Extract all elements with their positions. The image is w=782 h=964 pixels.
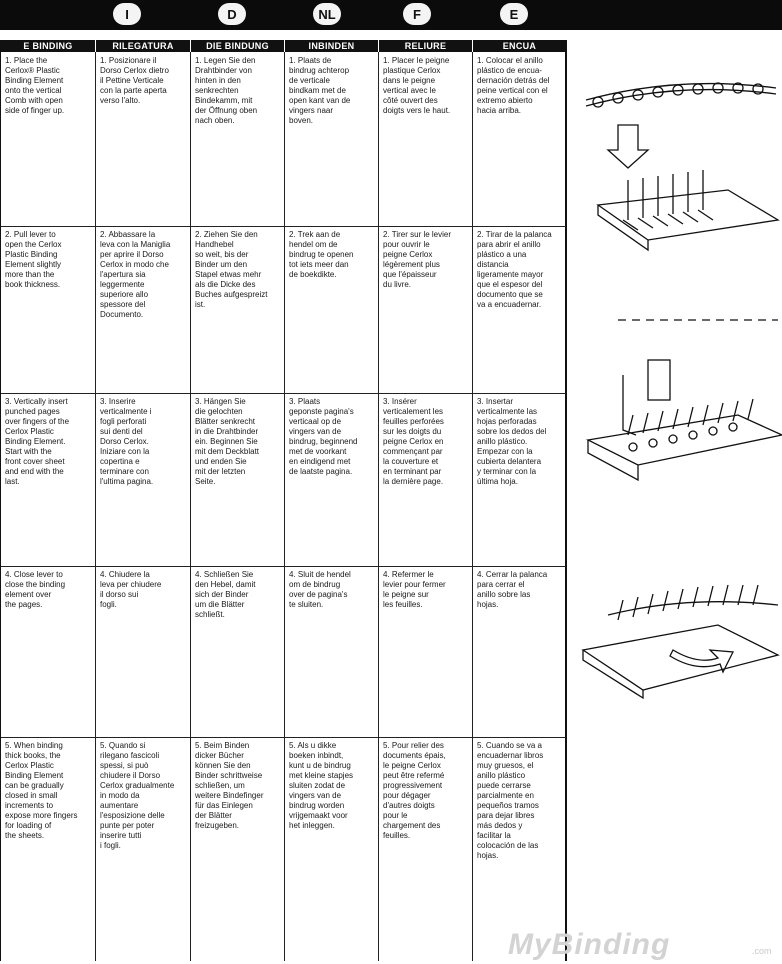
step-1-french: 1. Placer le peigne plastique Cerlox dans le peigne vertical avec le côté ouvert des doigts vers le haut.: [383, 56, 451, 115]
step-2-italian: 2. Abbassare la leva con la Maniglia per aprire il Dorso Cerlox in modo che l'apertura sia leggermente superiore allo spessore del Documento.: [100, 230, 171, 319]
step-5-spanish: 5. Cuando se va a encuadernar libros muy gruesos, el anillo plástico puede cerrarse parcialmente en pequeños tramos para dejar libres más dedos y facilitar la colocación de las hojas.: [477, 741, 544, 860]
step-1-spanish: 1. Colocar el anillo plástico de encua- dernación detrás del peine vertical con el extremo abierto hacia arriba.: [477, 56, 550, 115]
column-header-spanish: ENCUA: [473, 40, 566, 52]
column-header-italian: RILEGATURA: [96, 40, 190, 52]
step-5-dutch: 5. Als u dikke boeken inbindt, kunt u de bindrug met kleine stapjes sluiten zodat de vingers van de bindrug worden vrijgemaakt voor het inleggen.: [289, 741, 354, 830]
step-5-english: 5. When binding thick books, the Cerlox Plastic Binding Element can be gradually closed in small increments to expose more fingers for loading of the sheets.: [5, 741, 78, 840]
step-1-dutch: 1. Plaats de bindrug achterop de verticale bindkam met de open kant van de vingers naar boven.: [289, 56, 351, 125]
step-2-german: 2. Ziehen Sie den Handhebel so weit, bis der Binder um den Stapel etwas mehr als die Dicke des Buches aufgespreizt ist.: [195, 230, 268, 309]
step-5-italian: 5. Quando si rilegano fascicoli spessi, si può chiudere il Dorso Cerlox gradualmente in modo da aumentare l'esposizione delle punte per poter inserire tutti i fogli.: [100, 741, 175, 850]
step-5-german: 5. Beim Binden dicker Bücher können Sie den Binder schrittweise schließen, um weitere Bindefinger für das Einlegen der Blätter freizugeben.: [195, 741, 264, 830]
language-badge-italian: I: [113, 3, 141, 25]
step-1-italian: 1. Posizionare il Dorso Cerlox dietro il Pettine Verticale con la parte aperta verso l'alto.: [100, 56, 169, 105]
language-badge-german: D: [218, 3, 246, 25]
language-badge-french: F: [403, 3, 431, 25]
step-4-english: 4. Close lever to close the binding element over the pages.: [5, 570, 66, 609]
step-1-german: 1. Legen Sie den Drahtbinder von hinten in den senkrechten Bindekamm, mit der Öffnung oben nach oben.: [195, 56, 258, 125]
language-badge-dutch: NL: [313, 3, 341, 25]
step-4-german: 4. Schließen Sie den Hebel, damit sich der Binder um die Blätter schließt.: [195, 570, 256, 619]
step-2-french: 2. Tirer sur le levier pour ouvrir le peigne Cerlox légèrement plus que l'épaisseur du livre.: [383, 230, 452, 289]
step-5-french: 5. Pour relier des documents épais, le peigne Cerlox peut être refermé progressivement pour dégager d'autres doigts pour le chargement des feuilles.: [383, 741, 446, 840]
step-4-french: 4. Refermer le levier pour fermer le peigne sur les feuilles.: [383, 570, 446, 609]
column-header-dutch: INBINDEN: [285, 40, 378, 52]
step-2-english: 2. Pull lever to open the Cerlox Plastic Binding Element slightly more than the book thickness.: [5, 230, 62, 289]
column-header-french: RELIURE: [379, 40, 472, 52]
step-3-dutch: 3. Plaats geponste pagina's verticaal op de vingers van de bindrug, beginnend met de voorkant en eindigend met de laatste pagina.: [289, 397, 358, 476]
step-3-english: 3. Vertically insert punched pages over fingers of the Cerlox Plastic Binding Element. Start with the front cover sheet and end with the last.: [5, 397, 70, 486]
step-3-italian: 3. Inserire verticalmente i fogli perforati sui denti del Dorso Cerlox. Iniziare con la copertina e terminare con l'ultima pagina.: [100, 397, 154, 486]
binding-element-placement-illustration: [578, 70, 782, 260]
step-2-dutch: 2. Trek aan de hendel om de bindrug te openen tot iets meer dan de boekdikte.: [289, 230, 354, 279]
step-2-spanish: 2. Tirar de la palanca para abrir el anillo plástico a una distancia ligeramente mayor que el espesor del documento que se va a encuadernar.: [477, 230, 552, 309]
step-3-german: 3. Hängen Sie die gelochten Blätter senkrecht in die Drahtbinder ein. Beginnen Sie mit dem Deckblatt und enden Sie mit der letzten Seite.: [195, 397, 260, 486]
column-header-german: DIE BINDUNG: [191, 40, 284, 52]
closing-lever-illustration: [578, 580, 782, 700]
instruction-table: [0, 40, 567, 961]
step-4-italian: 4. Chiudere la leva per chiudere il dorso sui fogli.: [100, 570, 162, 609]
step-1-english: 1. Place the Cerlox® Plastic Binding Element onto the vertical Comb with open side of finger up.: [5, 56, 65, 115]
mybinding-logo: MyBinding: [508, 928, 671, 961]
step-4-spanish: 4. Cerrar la palanca para cerrar el anillo sobre las hojas.: [477, 570, 548, 609]
language-badge-spanish: E: [500, 3, 528, 25]
language-bar: [0, 0, 782, 30]
step-4-dutch: 4. Sluit de hendel om de bindrug over de pagina's te sluiten.: [289, 570, 351, 609]
column-header-english: E BINDING: [1, 40, 95, 52]
step-3-spanish: 3. Insertar verticalmente las hojas perforadas sobre los dedos del anillo plástico. Empezar con la cubierta delantera y terminar con la última hoja.: [477, 397, 547, 486]
mybinding-logo-tld: .com: [752, 946, 772, 956]
step-3-french: 3. Insérer verticalement les feuilles perforées sur les doigts du peigne Cerlox en commençant par la couverture et en terminant par la dernière page.: [383, 397, 444, 486]
pages-insertion-illustration: [578, 315, 782, 495]
